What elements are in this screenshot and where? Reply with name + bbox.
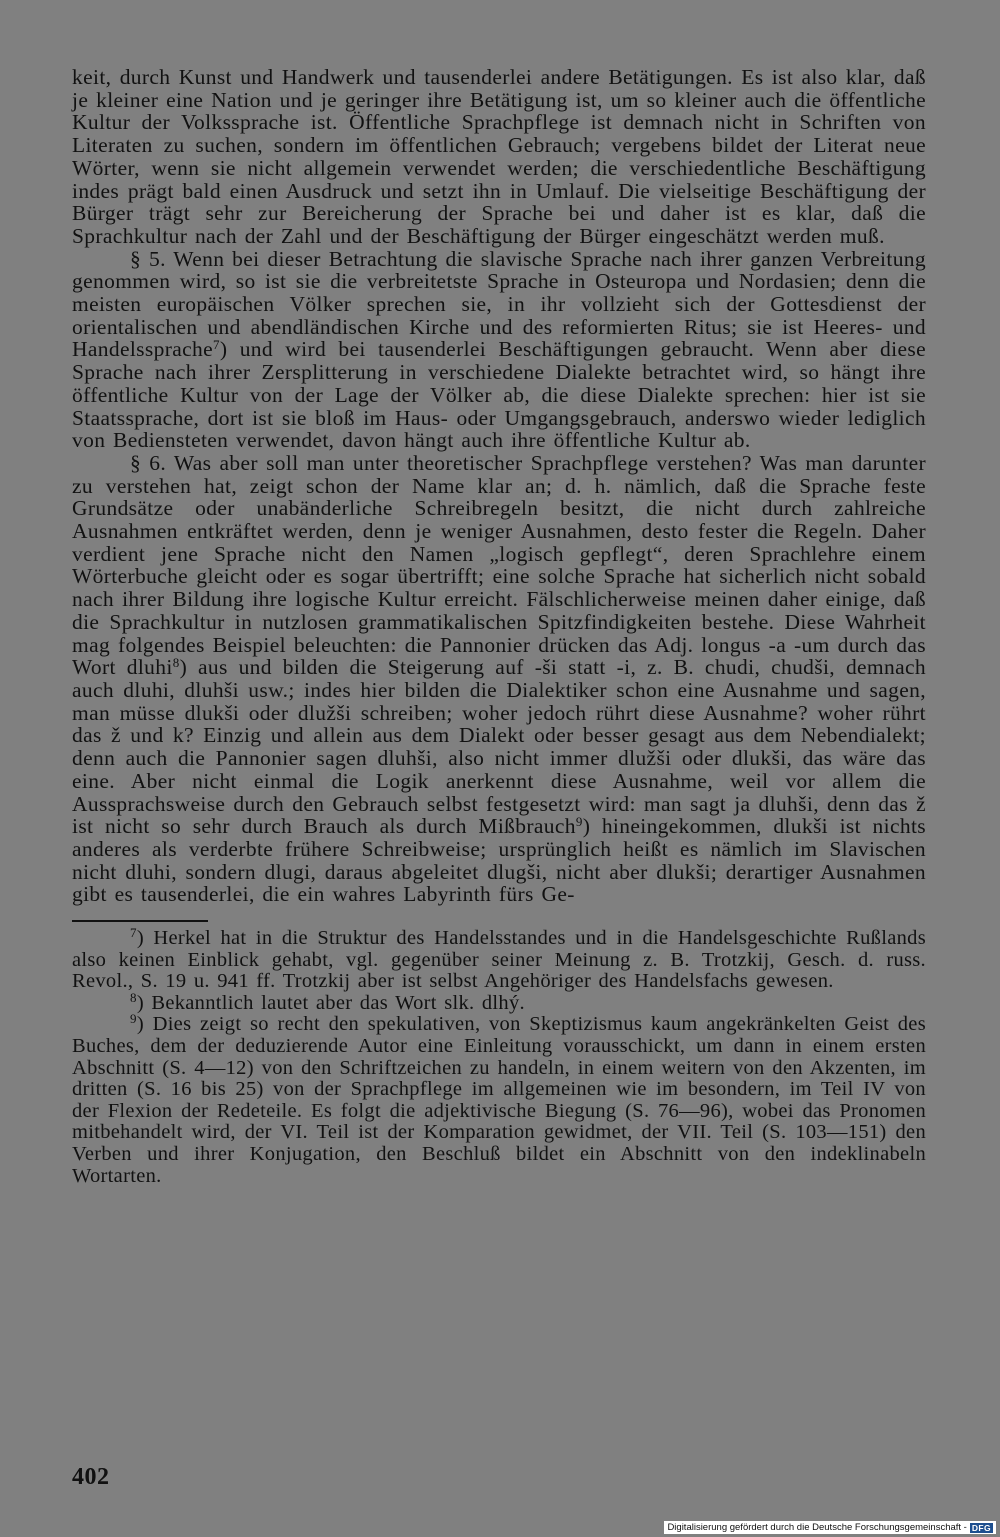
footnote-8-mark: 8 [130, 989, 137, 1005]
page-number: 402 [72, 1464, 110, 1490]
credit-text: Digitalisierung gefördert durch die Deutsche Forschungsgemeinschaft - [667, 1522, 967, 1533]
footnote-7-mark: 7 [130, 925, 137, 941]
section-6-text-part3: ) hineingekommen, dlukši ist nichts anderes als verderbte frühere Schreibweise; ursprünglich heißt es nämlich im Slavischen nicht dluhi, sondern dlugi, daraus abgeleitet dlugši, nicht aber dlukši; derartiger Ausnahmen gibt es tausenderlei, die ein wahres Labyrinth fürs Ge- [72, 814, 926, 907]
footnote-8 [72, 989, 926, 1015]
footnote-8-text: ) Bekanntlich lautet aber das Wort slk. dlhý. [136, 991, 525, 1014]
page-content [72, 66, 926, 1187]
footnote-7 [72, 925, 926, 993]
footnote-divider [72, 920, 208, 922]
footnote-9 [72, 1011, 926, 1187]
paragraph-intro [72, 66, 926, 248]
dfg-logo-icon: DFG [971, 1522, 991, 1533]
footnote-ref-9[interactable]: 9 [575, 814, 583, 830]
section-5-text-part1: § 5. Wenn bei dieser Betrachtung die slavische Sprache nach ihrer ganzen Verbreitung genommen wird, so ist sie die verbreitetste Sprache in Osteuropa und Nordasien; denn die meisten europäischen Völker sprechen sie, in ihr vollzieht sich der Gottesdienst der orientalischen und abendländischen Kirche und des reformierten Ritus; sie ist Heeres- und Handelssprache [72, 246, 926, 362]
section-5-text-part2: ) und wird bei tausenderlei Beschäftigungen gebraucht. Wenn aber diese Sprache nach ihrer Zersplitterung in verschiedene Dialekte betrachtet wird, so hängt ihre öffentliche Kultur von der Lage der Völker ab, die diese Dialekte sprechen: hier ist sie Staatssprache, dort ist sie bloß im Haus- oder Umgangsgebrauch, anderswo wieder lediglich von Bediensteten verwendet, davon hängt auch ihre öffentliche Kultur ab. [72, 337, 926, 453]
section-6-text-part2: ) aus und bilden die Steigerung auf -ši statt -i, z. B. chudi, chudši, demnach auch dluhi, dluhši usw.; indes hier bilden die Dialektiker schon eine Ausnahme und sagen, man müsse dlukši oder dlužši schreiben; woher jedoch rührt diese Ausnahme? woher rührt das ž und k? Einzig und allein aus dem Dialekt oder besser gesagt aus dem Nebendialekt; denn auch die Pannonier sagen dluhši, also nicht immer dlužši oder dlukši, das wäre das eine. Aber nicht einmal die Logik anerkennt diese Ausnahme, weil vor allem die Aussprachsweise durch den Gebrauch selbst festgesetzt wird: man sagt ja dluhši, denn das ž ist nicht so sehr durch Brauch als durch Mißbrauch [72, 655, 926, 839]
footnote-ref-8[interactable]: 8 [172, 655, 180, 671]
footnote-9-mark: 9 [130, 1011, 137, 1027]
paragraph-section-5 [72, 248, 926, 452]
footnote-9-text: ) Dies zeigt so recht den spekulativen, von Skeptizismus kaum angekränkelten Geist des Buches, dem der deduzierende Autor eine Einleitung vorausschickt, um dann in einem ersten Abschnitt (S. 4—12) von den Schriftzeichen zu handeln, in einem weitern von den Akzenten, im dritten (S. 16 bis 25) von der Sprachpflege im allgemeinen wie im besondern, im Teil IV von der Flexion der Redeteile. Es folgt die adjektivische Biegung (S. 76—96), wobei das Pronomen mitbehandelt wird, der VI. Teil ist der Komparation gewidmet, der VII. Teil (S. 103—151) den Verben und ihrer Konjugation, den Beschluß bildet ein Abschnitt von den indeklinabeln Wortarten. [72, 1013, 926, 1187]
paragraph-section-6 [72, 452, 926, 906]
footnote-ref-7[interactable]: 7 [213, 337, 220, 353]
section-6-text-part1: § 6. Was aber soll man unter theoretischer Sprachpflege verstehen? Was man darunter zu verstehen hat, zeigt schon der Name klar an; d. h. nämlich, daß die Sprache feste Grundsätze oder unabänderliche Schreibregeln besitzt, die nicht durch zahlreiche Ausnahmen entkräftet werden, denn je weniger Ausnahmen, desto fester die Regeln. Daher verdient jene Sprache nicht den Namen „logisch gepflegt“, deren Sprachlehre einem Wörterbuche gleicht oder es sogar übertrifft; eine solche Sprache hat sicherlich nicht sobald nach ihrer Bildung ihre logische Kultur erreicht. Fälschlicherweise meinen daher einige, daß die Sprachkultur in nutzlosen grammatikalischen Spitzfindigkeiten bestehe. Diese Wahrheit mag folgendes Beispiel beleuchten: die Pannonier drücken das Adj. longus -a -um durch das Wort dluhi [72, 450, 926, 680]
footnote-7-text: ) Herkel hat in die Struktur des Handelsstandes und in die Handelsgeschichte Rußlands also keinen Einblick gehabt, vgl. gegenüber seiner Meinung z. B. Trotzkij, Gesch. d. russ. Revol., S. 19 u. 941 ff. Trotzkij aber ist selbst Angehöriger des Handelsfachs gewesen. [72, 927, 926, 993]
digitization-credit [664, 1521, 996, 1534]
paragraph-intro-text: keit, durch Kunst und Handwerk und tausenderlei andere Betätigungen. Es ist also klar, daß je kleiner eine Nation und je geringer ihre Betätigung ist, um so kleiner auch die öffentliche Kultur der Volkssprache ist. Öffentliche Sprachpflege ist demnach nicht in Schriften von Literaten zu suchen, sondern im öffentlichen Gebrauch; vergebens bildet der Literat neue Wörter, wenn sie nicht allgemein verwendet werden; die verschiedentliche Beschäftigung indes prägt bald einen Ausdruck und setzt ihn in Umlauf. Die vielseitige Beschäftigung der Bürger trägt sehr zur Bereicherung der Sprache bei und daher ist es klar, daß die Sprachkultur nach der Zahl und der Beschäftigung der Bürger eingeschätzt werden muß. [72, 65, 926, 248]
